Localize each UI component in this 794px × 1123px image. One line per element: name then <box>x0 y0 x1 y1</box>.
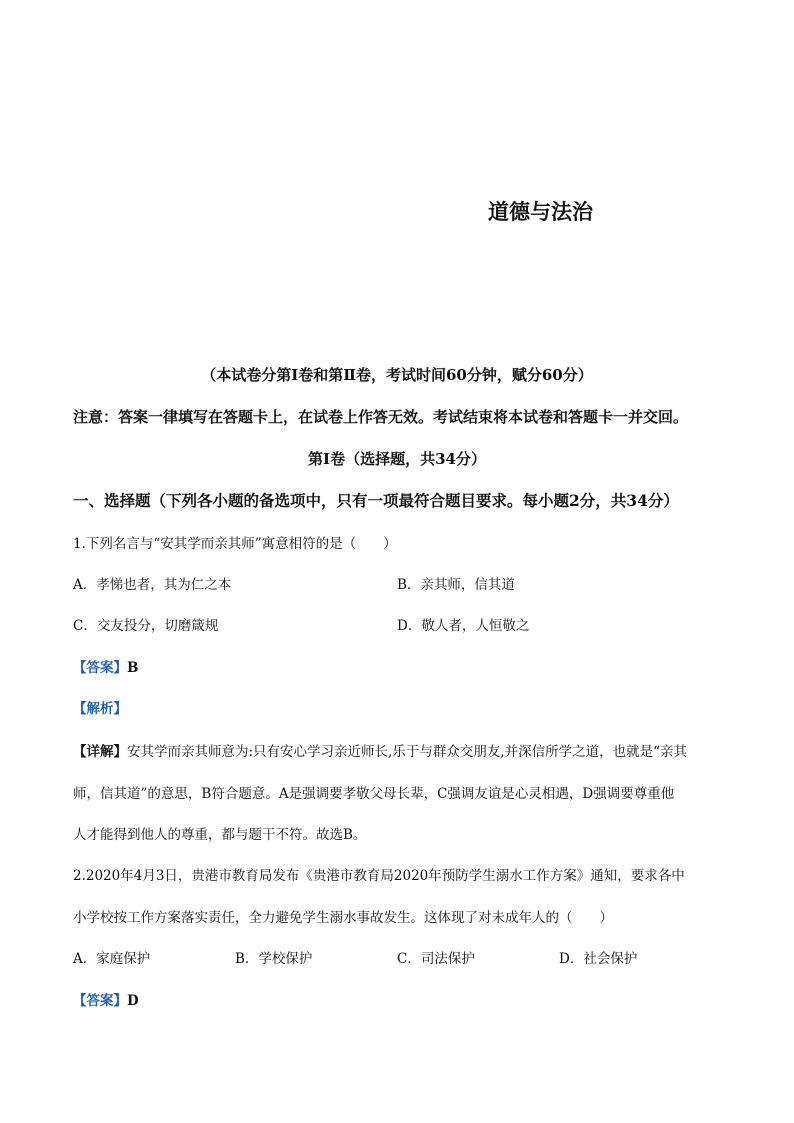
question-1-detail-line-1: 【详解】安其学而亲其师意为:只有安心学习亲近师长,乐于与群众交朋友,并深信所学之道，也就是“亲其 <box>73 744 688 760</box>
question-1-stem: 1.下列名言与“安其学而亲其师”寓意相符的是（ ） <box>73 536 397 552</box>
exam-notice: 注意：答案一律填写在答题卡上，在试卷上作答无效。考试结束将本试卷和答题卡一并交回。 <box>73 408 689 426</box>
question-2-option-d: D．社会保护 <box>559 951 638 967</box>
analysis-label: 解析 <box>86 701 114 717</box>
question-1-answer: 【答案】B <box>73 660 139 676</box>
question-2-option-a: A．家庭保护 <box>73 951 151 967</box>
question-1-analysis-heading: 【解析】 <box>73 701 127 717</box>
detail-label: 详解 <box>86 744 114 760</box>
question-1-option-a: A．孝悌也者，其为仁之本 <box>73 577 232 593</box>
section-title: 一、选择题（下列各小题的备选项中，只有一项最符合题目要求。每小题2分，共34分） <box>73 491 679 510</box>
part-title: 第Ⅰ卷（选择题，共34分） <box>308 450 486 468</box>
question-2-stem-line-1: 2.2020年4月3日，贵港市教育局发布《贵港市教育局2020年预防学生溺水工作方案》通知，要求各中 <box>73 868 685 884</box>
page-title: 道德与法治 <box>488 199 593 224</box>
question-1-detail-line-3: 人才能得到他人的尊重，都与题干不符。故选B。 <box>73 827 367 843</box>
question-2-option-b: B．学校保护 <box>235 951 313 967</box>
exam-info: （本试卷分第Ⅰ卷和第Ⅱ卷，考试时间60分钟，赋分60分） <box>201 366 593 384</box>
detail-text: 安其学而亲其师意为:只有安心学习亲近师长,乐于与群众交朋友,并深信所学之道，也就是“亲其 <box>127 744 688 760</box>
question-1-option-b: B．亲其师，信其道 <box>397 577 515 593</box>
answer-label: 答案 <box>86 660 114 676</box>
question-2-option-c: C．司法保护 <box>397 951 475 967</box>
question-1-option-c: C．交友投分，切磨箴规 <box>73 618 219 634</box>
answer-value: D <box>127 993 139 1009</box>
question-2-stem-line-2: 小学校按工作方案落实责任，全力避免学生溺水事故发生。这体现了对未成年人的（ ） <box>73 910 613 926</box>
question-1-option-d: D．敬人者，人恒敬之 <box>397 618 530 634</box>
answer-label: 答案 <box>86 993 114 1009</box>
answer-value: B <box>127 660 139 676</box>
question-2-answer: 【答案】D <box>73 993 139 1009</box>
question-1-detail-line-2: 师，信其道”的意思，B符合题意。A是强调要孝敬父母长辈，C强调友谊是心灵相遇，D强调要尊重他 <box>73 786 675 802</box>
